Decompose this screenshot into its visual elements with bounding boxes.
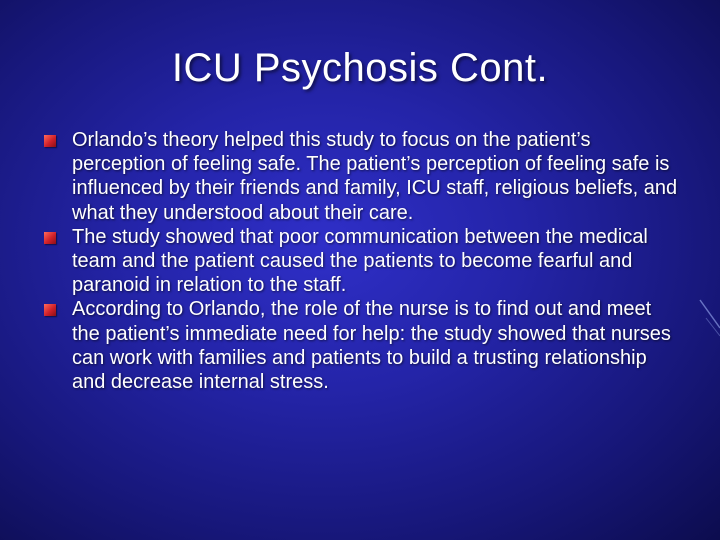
- bullet-text: Orlando’s theory helped this study to focus on the patient’s perception of feeling safe. The patient’s perception of feeling safe is influenced by their friends and family, ICU staff, religious beliefs, and what they understood about their care.: [72, 129, 678, 224]
- red-square-bullet-icon: [44, 304, 56, 316]
- bullet-text: According to Orlando, the role of the nurse is to find out and meet the patient’s immediate need for help: the study showed that nurses can work with families and patients to build a trusting relationship and decrease internal stress.: [72, 298, 671, 394]
- bullet-item: [44, 225, 684, 298]
- bullet-item: [44, 128, 684, 225]
- bullet-item: [44, 297, 684, 394]
- red-square-bullet-icon: [44, 232, 56, 244]
- bullet-list: [44, 128, 684, 394]
- slide-title: ICU Psychosis Cont.: [171, 46, 549, 90]
- bullet-text: The study showed that poor communication between the medical team and the patient caused the patients to become fearful and paranoid in relation to the staff.: [72, 225, 648, 297]
- red-square-bullet-icon: [44, 135, 56, 147]
